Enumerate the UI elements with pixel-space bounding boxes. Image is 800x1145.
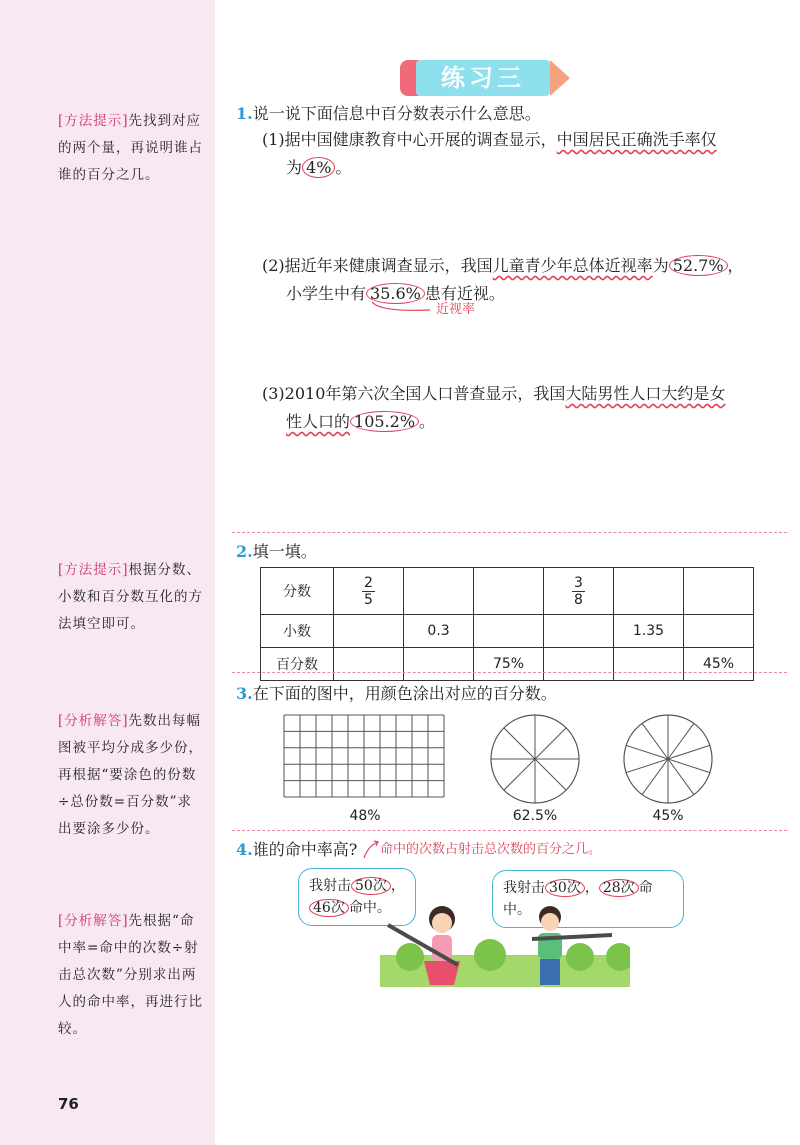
bubble-text: 我射击	[309, 878, 351, 894]
q2-number: 2.	[236, 542, 253, 561]
bush	[474, 939, 506, 971]
handwritten-note-hit-rate: 命中的次数占射击总次数的百分之几。	[380, 842, 602, 857]
fraction	[572, 575, 585, 608]
q1-item-2	[262, 252, 772, 308]
table-cell[interactable]	[684, 568, 754, 615]
tip-tag: [方法提示]	[58, 562, 129, 578]
bubble-text: ，	[584, 880, 599, 896]
tip-analysis-4	[58, 908, 206, 1043]
table-cell[interactable]	[544, 648, 614, 681]
table-cell[interactable]: 75%	[474, 648, 544, 681]
tip-tag: [分析解答]	[58, 913, 129, 929]
tip-method-2	[58, 557, 206, 638]
tip-tag: [方法提示]	[58, 113, 129, 129]
table-cell[interactable]	[614, 648, 684, 681]
divider	[232, 672, 787, 673]
q1-3-end: 。	[419, 412, 436, 431]
q3-prompt	[236, 680, 557, 708]
table-row	[261, 568, 754, 615]
table-cell[interactable]	[334, 568, 404, 615]
circle-spoke	[504, 728, 535, 759]
q3-number: 3.	[236, 684, 253, 703]
divider	[232, 830, 787, 831]
bush	[566, 943, 594, 971]
q1-2-marked: 儿童青少年总体近视率	[492, 256, 653, 275]
bubble-text: ，	[390, 878, 405, 894]
tip-text: 根据分数、小数和百分数互化的方法填空即可。	[58, 562, 203, 632]
q1-1-pre: 为	[286, 158, 303, 177]
q3-prompt-text: 在下面的图中，用颜色涂出对应的百分数。	[252, 684, 557, 703]
bubble-text: 命中。	[348, 900, 391, 916]
table-cell[interactable]	[404, 568, 474, 615]
q1-prompt-text: 说一说下面信息中百分数表示什么意思。	[252, 104, 541, 123]
q1-2-line2a: 小学生中有	[286, 284, 367, 303]
q1-3-percent-circled: 105.2%	[350, 411, 419, 432]
table-cell[interactable]	[404, 648, 474, 681]
table-cell[interactable]	[614, 568, 684, 615]
bush	[396, 943, 424, 971]
handwritten-note-myopia: 近视率	[436, 302, 476, 317]
table-cell[interactable]: 0.3	[404, 615, 474, 648]
divider	[232, 532, 787, 533]
tip-method-1	[58, 108, 206, 189]
q1-3-marked: 大陆男性人口大约是女	[565, 384, 726, 403]
q1-2-line2b: 患有近视。	[424, 284, 505, 303]
tip-tag: [分析解答]	[58, 713, 129, 729]
circle-spoke	[668, 745, 710, 759]
q1-2-lead: (2)据近年来健康调查显示，我国	[262, 256, 493, 275]
table-cell[interactable]	[474, 568, 544, 615]
q4-prompt	[236, 836, 357, 864]
tip-analysis-3	[58, 708, 206, 843]
bubble-circled: 30次	[545, 879, 585, 897]
circle-figure-tenths[interactable]	[621, 712, 715, 806]
q1-2-pre: 为	[652, 256, 669, 275]
circle-spoke	[668, 759, 710, 773]
circle-spoke	[535, 759, 566, 790]
grid-figure-48[interactable]	[282, 713, 446, 799]
table-cell[interactable]	[684, 615, 754, 648]
circle-spoke	[642, 723, 668, 759]
table-cell[interactable]	[544, 615, 614, 648]
circle-spoke	[535, 728, 566, 759]
q1-1-lead: (1)据中国健康教育中心开展的调查显示，	[262, 130, 557, 149]
fraction-numerator: 3	[574, 574, 583, 591]
table-cell[interactable]: 1.35	[614, 615, 684, 648]
row-label: 小数	[261, 615, 334, 648]
bubble-circled: 50次	[351, 877, 391, 895]
q2-prompt-text: 填一填。	[252, 542, 317, 561]
bubble-text: 我射击	[503, 880, 545, 896]
q1-number: 1.	[236, 104, 253, 123]
circle-spoke	[668, 759, 694, 795]
circle-spoke	[626, 759, 668, 773]
q1-2-percent-circled-2: 35.6%	[366, 283, 425, 304]
boy-face	[541, 913, 559, 931]
caption-circle-10: 45%	[652, 808, 684, 824]
bubble-text: 命中。	[503, 880, 653, 918]
table-row	[261, 615, 754, 648]
q2-prompt	[236, 538, 317, 566]
q1-item-3	[262, 380, 762, 436]
q1-1-end: 。	[335, 158, 352, 177]
table-cell[interactable]: 45%	[684, 648, 754, 681]
table-cell[interactable]	[474, 615, 544, 648]
circle-spoke	[626, 745, 668, 759]
circle-figure-eighths[interactable]	[488, 712, 582, 806]
exercise-title: 练习三	[416, 60, 550, 96]
q1-2-sep: ，	[727, 256, 744, 275]
table-cell[interactable]	[544, 568, 614, 615]
fraction-denominator: 8	[574, 591, 583, 608]
boy-pants	[540, 959, 560, 985]
handwritten-arrow	[362, 838, 382, 860]
fraction-numerator: 2	[364, 574, 373, 591]
tip-text: 先数出每幅图被平均分成多少份，再根据“要涂色的份数÷总份数=百分数”求出要涂多少份。	[58, 713, 203, 837]
q1-1-percent-circled: 4%	[302, 157, 335, 178]
row-label: 分数	[261, 568, 334, 615]
illustration-shooters	[380, 905, 630, 987]
pencil-tip-arrow	[550, 60, 570, 96]
q1-3-marked-2: 性人口的	[286, 412, 351, 431]
q4-number: 4.	[236, 840, 253, 859]
conversion-table	[260, 567, 754, 681]
circle-spoke	[504, 759, 535, 790]
circle-spoke	[642, 759, 668, 795]
q1-3-lead: (3)2010年第六次全国人口普查显示，我国	[262, 384, 566, 403]
tip-text: 先找到对应的两个量，再说明谁占谁的百分之几。	[58, 113, 203, 183]
q1-2-percent-circled-1: 52.7%	[669, 255, 728, 276]
q1-1-marked: 中国居民正确洗手率仅	[556, 130, 717, 149]
tip-text: 先根据“命中率=命中的次数÷射击总次数”分别求出两人的命中率，再进行比较。	[58, 913, 203, 1037]
caption-grid: 48%	[349, 808, 381, 824]
table-cell[interactable]	[334, 648, 404, 681]
q4-prompt-text: 谁的命中率高?	[252, 840, 358, 859]
fraction	[362, 575, 375, 608]
table-cell[interactable]	[334, 615, 404, 648]
page-number: 76	[58, 1095, 79, 1113]
row-label: 百分数	[261, 648, 334, 681]
bubble-circled: 46次	[309, 899, 349, 917]
handwritten-arrow	[370, 300, 440, 316]
q1-prompt	[236, 100, 541, 128]
circle-spoke	[668, 723, 694, 759]
table-row	[261, 648, 754, 681]
fraction-denominator: 5	[364, 591, 373, 608]
caption-circle-8: 62.5%	[512, 808, 558, 824]
girl-face	[432, 913, 452, 933]
q1-item-1	[262, 126, 762, 182]
bubble-circled: 28次	[599, 879, 639, 897]
